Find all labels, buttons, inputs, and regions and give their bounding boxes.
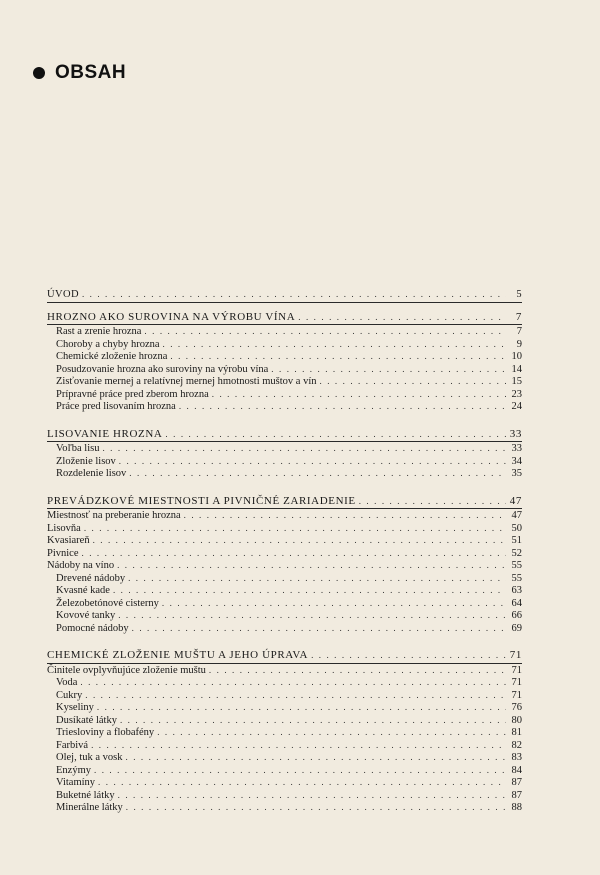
toc-entry bbox=[47, 363, 522, 376]
entry-label: Olej, tuk a vosk bbox=[56, 752, 123, 763]
toc-chapter bbox=[47, 649, 522, 662]
toc-chapter bbox=[47, 495, 522, 508]
dot-leader bbox=[170, 350, 506, 363]
entry-label: Rozdelenie lisov bbox=[56, 468, 127, 479]
entry-label: Miestnosť na preberanie hrozna bbox=[47, 510, 181, 521]
entry-page-number: 87 bbox=[511, 777, 522, 788]
entry-label: Lisovňa bbox=[47, 522, 81, 534]
entry-label: CHEMICKÉ ZLOŽENIE MUŠTU A JEHO ÚPRAVA bbox=[47, 649, 309, 661]
toc-title: OBSAH bbox=[55, 62, 127, 83]
dot-leader bbox=[298, 311, 506, 324]
toc-entry bbox=[47, 467, 522, 480]
entry-label: Chemické zloženie hrozna bbox=[56, 351, 168, 362]
dot-leader bbox=[165, 428, 506, 441]
dot-leader bbox=[271, 363, 506, 376]
entry-label: Práce pred lisovaním hrozna bbox=[56, 401, 176, 412]
toc-chapter bbox=[47, 311, 522, 324]
entry-page-number: 66 bbox=[511, 610, 522, 621]
entry-label: LISOVANIE HROZNA bbox=[47, 427, 163, 440]
entry-label: Minerálne látky bbox=[56, 802, 123, 813]
entry-label: Kyseliny bbox=[56, 702, 94, 713]
entry-page-number: 50 bbox=[511, 522, 522, 534]
dot-leader bbox=[144, 325, 506, 338]
entry-page-number: 33 bbox=[511, 443, 522, 454]
dot-leader bbox=[157, 726, 506, 739]
dot-leader bbox=[113, 584, 506, 597]
dot-leader bbox=[80, 676, 506, 689]
entry-label: Pomocné nádoby bbox=[56, 622, 129, 634]
toc-entry bbox=[47, 522, 522, 535]
dot-leader bbox=[311, 649, 506, 662]
entry-page-number: 52 bbox=[511, 547, 522, 559]
entry-label: PREVÁDZKOVÉ MIESTNOSTI A PIVNIČNÉ ZARIADENIE bbox=[47, 494, 356, 507]
toc-entry bbox=[47, 764, 522, 777]
entry-label: Voľba lisu bbox=[56, 443, 100, 454]
toc-entry bbox=[47, 584, 522, 597]
toc-entry bbox=[47, 597, 522, 610]
entry-label: Triesloviny a flobafény bbox=[56, 727, 155, 738]
dot-leader bbox=[98, 776, 506, 789]
entry-page-number: 10 bbox=[511, 351, 522, 362]
dot-leader bbox=[129, 467, 506, 480]
entry-page-number: 63 bbox=[511, 585, 522, 596]
toc-entry bbox=[47, 509, 522, 522]
table-of-contents bbox=[47, 288, 522, 814]
toc-entry bbox=[47, 534, 522, 547]
dot-leader bbox=[118, 609, 506, 622]
toc-entry bbox=[47, 375, 522, 388]
entry-page-number: 23 bbox=[511, 388, 522, 400]
entry-page-number: 71 bbox=[511, 689, 522, 701]
entry-page-number: 9 bbox=[516, 338, 522, 350]
entry-page-number: 64 bbox=[511, 597, 522, 609]
toc-entry bbox=[47, 288, 522, 301]
entry-page-number: 15 bbox=[511, 376, 522, 387]
toc-entry bbox=[47, 726, 522, 739]
entry-label: ÚVOD bbox=[47, 289, 79, 300]
toc-entry bbox=[47, 388, 522, 401]
toc-entry bbox=[47, 455, 522, 468]
dot-leader bbox=[94, 764, 506, 777]
entry-page-number: 33 bbox=[509, 427, 522, 440]
dot-leader bbox=[179, 400, 506, 413]
entry-page-number: 69 bbox=[511, 622, 522, 634]
toc-entry bbox=[47, 609, 522, 622]
entry-page-number: 7 bbox=[515, 310, 522, 323]
dot-leader bbox=[212, 388, 506, 401]
entry-page-number: 87 bbox=[511, 789, 522, 801]
entry-page-number: 24 bbox=[511, 401, 522, 412]
toc-entry bbox=[47, 776, 522, 789]
toc-entry bbox=[47, 338, 522, 351]
entry-label: Kvasiareň bbox=[47, 535, 90, 546]
toc-entry bbox=[47, 559, 522, 572]
toc-entry bbox=[47, 739, 522, 752]
entry-label: Kovové tanky bbox=[56, 610, 116, 621]
entry-label: Dusíkaté látky bbox=[56, 714, 117, 726]
entry-label: Enzýmy bbox=[56, 764, 91, 776]
toc-entry bbox=[47, 400, 522, 413]
dot-leader bbox=[97, 701, 506, 714]
toc-entry bbox=[47, 801, 522, 814]
dot-leader bbox=[91, 739, 506, 752]
toc-entry bbox=[47, 325, 522, 338]
dot-leader bbox=[85, 689, 506, 702]
entry-label: Buketné látky bbox=[56, 789, 115, 801]
dot-leader bbox=[128, 572, 506, 585]
entry-page-number: 55 bbox=[511, 560, 522, 571]
toc-entry bbox=[47, 547, 522, 560]
dot-leader bbox=[126, 751, 507, 764]
entry-label: Choroby a chyby hrozna bbox=[56, 338, 160, 350]
dot-leader bbox=[119, 455, 506, 468]
toc-heading bbox=[33, 62, 126, 84]
toc-entry bbox=[47, 676, 522, 689]
entry-page-number: 47 bbox=[509, 494, 522, 507]
dot-leader bbox=[118, 789, 506, 802]
dot-leader bbox=[93, 534, 506, 547]
dot-leader bbox=[117, 559, 506, 572]
toc-entry bbox=[47, 664, 522, 677]
entry-page-number: 82 bbox=[511, 739, 522, 751]
entry-label: Zisťovanie mernej a relatívnej mernej hmotnosti muštov a vín bbox=[56, 376, 317, 387]
dot-leader bbox=[82, 288, 506, 301]
entry-label: Farbivá bbox=[56, 739, 89, 751]
entry-label: Prípravné práce pred zberom hrozna bbox=[56, 388, 209, 400]
entry-page-number: 84 bbox=[511, 764, 522, 776]
entry-page-number: 71 bbox=[509, 649, 522, 661]
toc-entry bbox=[47, 442, 522, 455]
dot-leader bbox=[126, 801, 506, 814]
entry-page-number: 80 bbox=[511, 714, 522, 726]
dot-leader bbox=[320, 375, 506, 388]
entry-page-number: 5 bbox=[516, 289, 522, 300]
entry-page-number: 7 bbox=[516, 326, 522, 337]
entry-label: Nádoby na víno bbox=[47, 560, 115, 571]
dot-leader bbox=[163, 338, 506, 351]
entry-label: Drevené nádoby bbox=[56, 572, 126, 584]
entry-page-number: 88 bbox=[511, 802, 522, 813]
entry-label: Železobetónové cisterny bbox=[56, 597, 159, 609]
entry-page-number: 83 bbox=[511, 752, 522, 763]
entry-label: Kvasné kade bbox=[56, 585, 110, 596]
entry-page-number: 35 bbox=[511, 468, 522, 479]
dot-leader bbox=[184, 509, 506, 522]
entry-label: Pivnice bbox=[47, 547, 79, 559]
dot-leader bbox=[102, 442, 506, 455]
entry-page-number: 71 bbox=[511, 677, 522, 688]
entry-page-number: 47 bbox=[511, 510, 522, 521]
dot-leader bbox=[82, 547, 507, 560]
entry-page-number: 34 bbox=[511, 455, 522, 467]
dot-leader bbox=[132, 622, 506, 635]
toc-entry bbox=[47, 789, 522, 802]
entry-label: Cukry bbox=[56, 689, 83, 701]
toc-entry bbox=[47, 572, 522, 585]
dot-leader bbox=[84, 522, 506, 535]
toc-entry bbox=[47, 350, 522, 363]
entry-page-number: 55 bbox=[511, 572, 522, 584]
entry-label: HROZNO AKO SUROVINA NA VÝROBU VÍNA bbox=[47, 310, 296, 323]
dot-leader bbox=[120, 714, 506, 727]
toc-entry bbox=[47, 714, 522, 727]
toc-entry bbox=[47, 689, 522, 702]
entry-label: Rast a zrenie hrozna bbox=[56, 326, 142, 337]
entry-page-number: 14 bbox=[511, 363, 522, 375]
entry-label: Posudzovanie hrozna ako suroviny na výrobu vína bbox=[56, 363, 269, 375]
toc-entry bbox=[47, 701, 522, 714]
toc-entry bbox=[47, 622, 522, 635]
entry-label: Činitele ovplyvňujúce zloženie muštu bbox=[47, 664, 206, 676]
bullet-icon bbox=[33, 67, 45, 79]
dot-leader bbox=[162, 597, 506, 610]
entry-label: Zloženie lisov bbox=[56, 455, 116, 467]
dot-leader bbox=[209, 664, 506, 677]
toc-chapter bbox=[47, 428, 522, 441]
toc-entry bbox=[47, 751, 522, 764]
entry-page-number: 71 bbox=[511, 664, 522, 676]
entry-page-number: 51 bbox=[511, 535, 522, 546]
entry-label: Voda bbox=[56, 677, 78, 688]
entry-page-number: 81 bbox=[511, 727, 522, 738]
entry-label: Vitamíny bbox=[56, 777, 96, 788]
dot-leader bbox=[359, 495, 506, 508]
entry-page-number: 76 bbox=[511, 702, 522, 713]
